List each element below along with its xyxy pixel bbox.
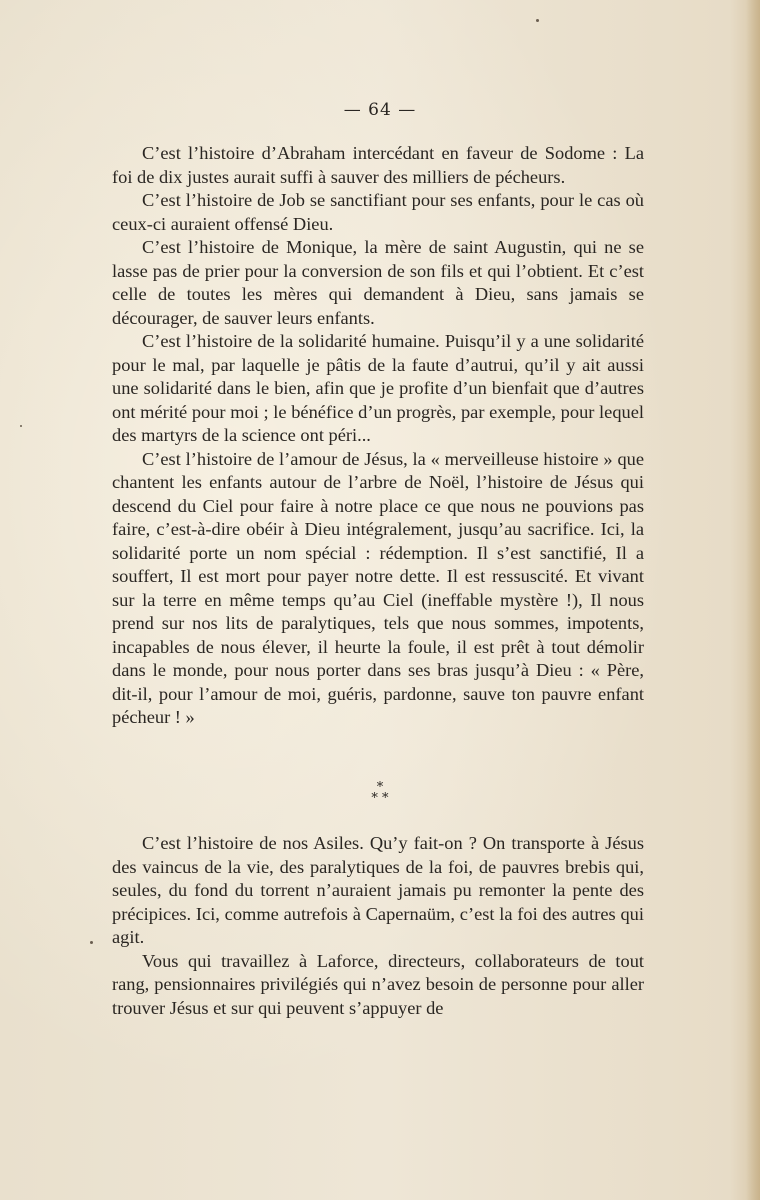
paragraph-monique: C’est l’histoire de Monique, la mère de saint Augustin, qui ne se lasse pas de prier pour la conversion de son fils et qui l’obtient. Et c’est celle de toutes les mères qui demandent à Dieu, sans jamais se décourager, de sauver leurs enfants. [112, 237, 644, 328]
paper-speck [90, 941, 93, 944]
page-number: — 64 — [343, 100, 417, 120]
asterism-bottom: * * [371, 791, 389, 806]
text-block-asiles [112, 832, 644, 1020]
asterism-top: * [376, 780, 384, 795]
paragraph-laforce: Vous qui travaillez à Laforce, directeurs, collaborateurs de tout rang, pensionnaires privilégiés qui n’avez besoin de personne pour aller trouver Jésus et sur qui peuvent s’appuyer de [112, 950, 644, 1018]
paragraph-jesus: C’est l’histoire de l’amour de Jésus, la « merveilleuse histoire » que chantent les enfants autour de l’arbre de Noël, l’histoire de Jésus qui descend du Ciel pour faire à notre place ce que nous ne pouvions pas faire, c’est-à-dire obéir à Dieu intégralement, jusqu’au sacrifice. Ici, la solidarité porte un nom spécial : rédemption. Il s’est sanctifié, Il a souffert, Il est mort pour payer notre dette. Il est ressuscité. Et vivant sur la terre en même temps qu’au Ciel (ineffable mystère !), Il nous prend sur nos lits de paralytiques, tels que nous sommes, impotents, incapables de nous élever, il heurte la foule, il est prêt à tout démolir dans le monde, pour nous porter dans ses bras jusqu’à Dieu : « Père, dit-il, pour l’amour de moi, guéris, pardonne, sauve ton pauvre enfant pécheur ! » [112, 448, 644, 727]
paragraph-abraham: C’est l’histoire d’Abraham intercédant en faveur de Sodome : La foi de dix justes aurait suffi à sauver des milliers de pécheurs. [112, 143, 644, 187]
page-edge-shadow [746, 0, 760, 1200]
paper-speck [536, 19, 539, 22]
paragraph-job: C’est l’histoire de Job se sanctifiant pour ses enfants, pour le cas où ceux-ci auraient offensé Dieu. [112, 190, 644, 234]
paper-speck [20, 425, 22, 427]
section-separator-asterism [0, 782, 760, 804]
paragraph-asiles: C’est l’histoire de nos Asiles. Qu’y fait-on ? On transporte à Jésus des vaincus de la vie, des paralytiques de la foi, de pauvres brebis qui, seules, du fond du torrent n’auraient jamais pu remonter la pente des précipices. Ici, comme autrefois à Capernaüm, c’est la foi des autres qui agit. [112, 833, 644, 947]
text-block-main [112, 142, 644, 730]
paragraph-solidarite: C’est l’histoire de la solidarité humaine. Puisqu’il y a une solidarité pour le mal, par laquelle je pâtis de la faute d’autrui, qu’il y ait aussi une solidarité dans le bien, afin que je profite d’un bienfait que d’autres ont mérité pour moi ; le bénéfice d’un progrès, par exemple, pour lequel des martyrs de la science ont péri... [112, 331, 644, 445]
